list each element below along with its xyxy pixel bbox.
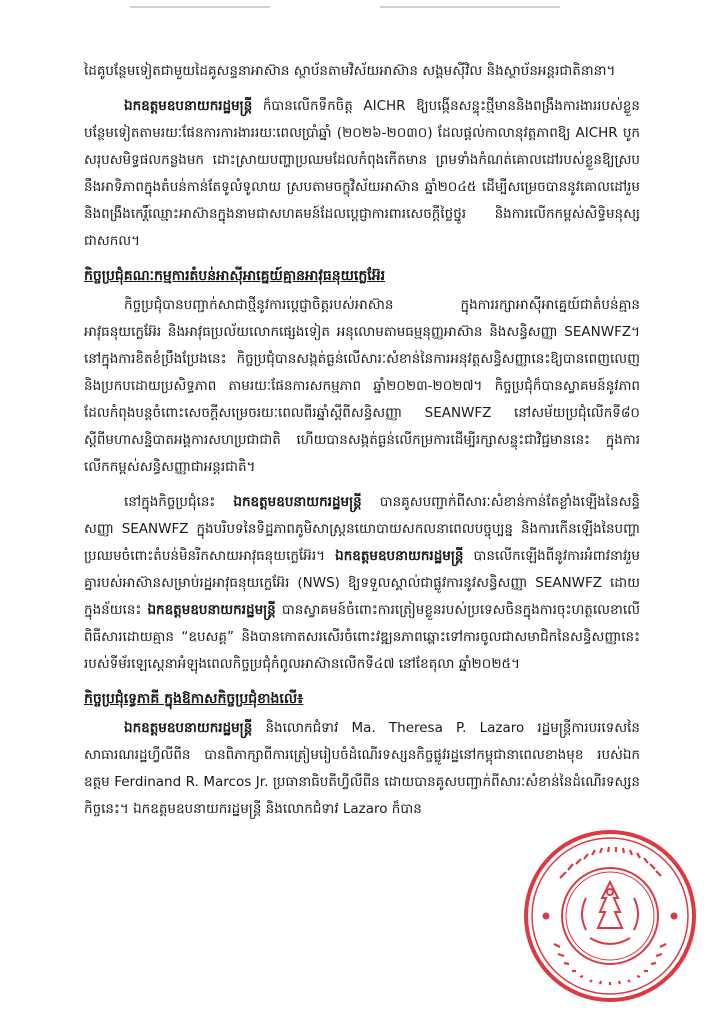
bold-lead: ឯកឧត្តមឧបនាយករដ្ឋមន្ត្រី: [335, 548, 464, 564]
paragraph-continuation: ដៃគូបន្ថែមទៀតជាមួយដៃគូសន្ទនាអាស៊ាន ស្ថាប័នតាមវិស័យអាស៊ាន សង្គមស៊ីវិល និងស្ថាប័នអន្តរជាតិនានា។: [84, 63, 616, 79]
paragraph-text: បានគូសបញ្ជាក់ពីសារៈសំខាន់កាន់តែខ្លាំងឡើងនៃសន្ធិសញ្ញា SEANWFZ ក្នុងបរិបទនៃទិដ្ឋភាពភូមិសាស្ត្រនយោបាយសកលនាពេលបច្ចុប្បន្ន និងការកើនឡើងនៃបញ្ហាប្រឈមចំពោះតំបន់មិនរីកសាយអាវុធនុយក្លេអ៊ែរ។: [84, 494, 640, 564]
bold-lead: ឯកឧត្តមឧបនាយករដ្ឋមន្ត្រី: [233, 494, 362, 510]
cropped-previous-line: [60, 0, 660, 18]
section-heading-seanwfz: កិច្ចប្រជុំគណៈកម្មការតំបន់អាស៊ីអាគ្នេយ៍គ្មានអាវុធនុយក្លេអ៊ែរ: [84, 268, 386, 284]
paragraph-seanwfz-commission: កិច្ចប្រជុំបានបញ្ជាក់សាជាថ្មីនូវការប្ដេជ្ញាចិត្តរបស់អាស៊ាន ក្នុងការរក្សាអាស៊ីអាគ្នេយ៍ជាតំបន់គ្មានអាវុធនុយក្លេអ៊ែរ និងអាវុធប្រល័យលោកផ្សេងទៀត អនុលោមតាមធម្មនុញ្ញអាស៊ាន និងសន្ធិសញ្ញា SEANWFZ។ នៅក្នុងការខិតខំប្រឹងប្រែងនេះ កិច្ចប្រជុំបានសង្កត់ធ្ងន់លើសារៈសំខាន់នៃការអនុវត្តសន្ធិសញ្ញានេះឱ្យបានពេញលេញ និងប្រកបដោយប្រសិទ្ធភាព តាមរយៈផែនការសកម្មភាព ឆ្នាំ២០២៣-២០២៧។ កិច្ចប្រជុំក៏បានស្វាគមន៍នូវភាពដែលកំពុងបន្តចំពោះសេចក្ដីសម្រេចរយៈពេលពីរឆ្នាំស្ដីពីសន្ធិសញ្ញា SEANWFZ នៅសម័យប្រជុំលើកទី៨០ ស្ដីពីមហាសន្និបាតអង្គការសហប្រជាជាតិ ហើយបានសង្កត់ធ្ងន់លើកម្រការដើម្បីរក្សាសន្ទុះជាវិជ្ជមាននេះ ក្នុងការលើកកម្ពស់សន្ធិសញ្ញាជាអន្តរជាតិ។: [84, 297, 640, 475]
paragraph-seanwfz-remarks: [84, 489, 640, 678]
bold-lead: ឯកឧត្តមឧបនាយករដ្ឋមន្ត្រី: [124, 720, 253, 736]
paragraph-text: បានស្វាគមន៍ចំពោះការត្រៀមខ្លួនរបស់ប្រទេសចិនក្នុងការចុះហត្ថលេខាលើពិធីសារដោយគ្មាន “ឧបសគ្គ” និងបានកោតសរសើរចំពោះវឌ្ឍនភាពឆ្ពោះទៅការចូលជាសមាជិកនៃសន្ធិសញ្ញានេះ របស់ទីម័រឡេស្តេនាអំឡុងពេលកិច្ចប្រជុំកំពូលអាស៊ានលើកទី៤៧ នៅខែតុលា ឆ្នាំ២០២៥។: [84, 602, 640, 672]
section-heading-bilateral: កិច្ចប្រជុំទ្វេភាគី ក្នុងឱកាសកិច្ចប្រជុំខាងលើ៖: [84, 691, 304, 707]
paragraph-bilateral: [84, 715, 640, 823]
ministry-seal-stamp: [520, 826, 700, 1006]
paragraph-text: នៅក្នុងកិច្ចប្រជុំនេះ: [124, 494, 234, 510]
bold-lead: ឯកឧត្តមឧបនាយករដ្ឋមន្ត្រី: [147, 602, 276, 618]
paragraph-aichr: [84, 93, 640, 255]
document-body: [84, 58, 640, 831]
paragraph-text: បានលើកឡើងពីនូវការអំពាវនាវរួមគ្នារបស់អាស៊ានសម្រាប់រដ្ឋអាវុធនុយក្លេអ៊ែរ (NWS) ឱ្យទទួលស្គាល់ជាផ្លូវការនូវសន្ធិសញ្ញា SEANWFZ ដោយក្នុងន័យនេះ: [84, 548, 640, 618]
paragraph-text: និងលោកជំទាវ Ma. Theresa P. Lazaro រដ្ឋមន្ត្រីការបរទេសនៃសាធារណរដ្ឋហ្វីលីពីន បានពិភាក្សាពីការត្រៀមរៀបចំដំណើរទស្សនកិច្ចផ្លូវរដ្ឋនៅកម្ពុជានាពេលខាងមុខ របស់ឯកឧត្តម Ferdinand R. Marcos Jr. ប្រធានាធិបតីហ្វីលីពីន ដោយបានគូសបញ្ជាក់ពីសារៈសំខាន់នៃដំណើរទស្សនកិច្ចនេះ។ ឯកឧត្តមឧបនាយករដ្ឋមន្ត្រី និងលោកជំទាវ Lazaro ក៏បាន: [84, 720, 640, 817]
bold-lead: ឯកឧត្តមឧបនាយករដ្ឋមន្ត្រី: [124, 98, 253, 114]
paragraph-text: ក៏បានលើកទឹកចិត្ត AICHR ឱ្យបង្កើនសន្ទុះថ្មីមាននិងពង្រឹងការងាររបស់ខ្លួនបន្ថែមទៀតតាមរយៈផែនការការងាររយៈពេលប្រាំឆ្នាំ (២០២៦-២០៣០) ដែលផ្ដល់កាលានុវត្តភាពឱ្យ AICHR បូកសរុបសមិទ្ធផលកន្លងមក ដោះស្រាយបញ្ហាប្រឈមដែលកំពុងកើតមាន ព្រមទាំងកំណត់គោលដៅរបស់ខ្លួនឱ្យស្របនឹងអាទិភាពក្នុងតំបន់កាន់តែទូលំទូលាយ ស្របតាមចក្ខុវិស័យអាស៊ាន ឆ្នាំ២០៤៥ ដើម្បីសម្រេចបាននូវគោលដៅរួម និងពង្រឹងកេរ្តិ៍ឈ្មោះអាស៊ានក្នុងនាមជាសហគមន៍ដែលប្ដេជ្ញាការពារសេចក្ដីថ្លៃថ្នូរ និងការលើកកម្ពស់សិទ្ធិមនុស្សជាសកល។: [84, 98, 640, 249]
